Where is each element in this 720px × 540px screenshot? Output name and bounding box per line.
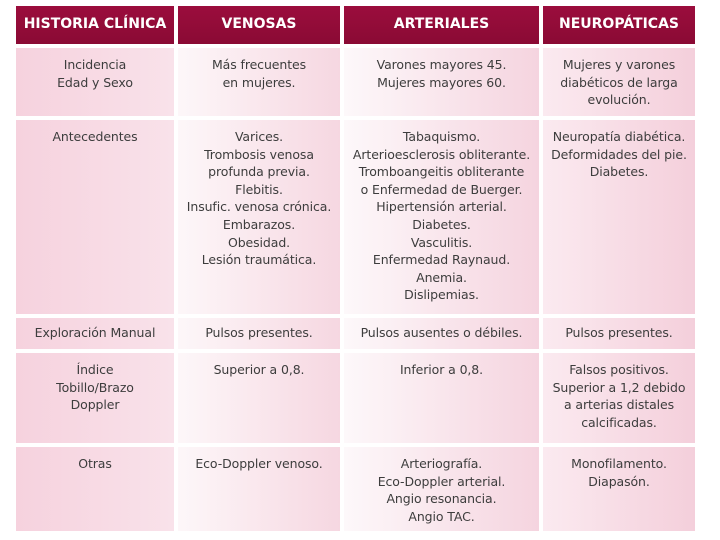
cell-exploracion-neuropaticas: [543, 318, 695, 349]
cell-line: Embarazos.: [222, 216, 296, 232]
cell-line: Pulsos ausentes o débiles.: [360, 325, 523, 340]
cell-line: Lesión traumática.: [201, 252, 317, 268]
cell-line: Índice: [76, 362, 114, 377]
cell-antecedentes-neuropaticas: [543, 120, 695, 314]
cell-otras-venosas: [178, 447, 340, 531]
cell-line: a arterias distales: [563, 397, 675, 413]
cell-line: calcificadas.: [581, 414, 657, 430]
header-historia-clinica: HISTORIA CLÍNICA: [16, 6, 174, 44]
cell-line: Varones mayores 45.: [376, 57, 507, 72]
row-label-otras: [16, 447, 174, 531]
cell-line: Exploración Manual: [34, 325, 156, 340]
cell-line: Trombosis venosa: [204, 146, 314, 162]
cell-line: diabéticos de larga: [560, 74, 678, 90]
cell-line: Edad y Sexo: [57, 74, 133, 90]
cell-line: Diapasón.: [588, 473, 650, 489]
cell-antecedentes-venosas: [178, 120, 340, 314]
cell-line: Obesidad.: [227, 234, 291, 250]
cell-line: Otras: [78, 456, 112, 471]
cell-line: Arteriografía.: [400, 456, 483, 471]
cell-indice-neuropaticas: [543, 353, 695, 443]
cell-line: Mujeres y varones: [562, 57, 676, 72]
header-arteriales: ARTERIALES: [344, 6, 539, 44]
cell-line: Superior a 1,2 debido: [552, 379, 686, 395]
cell-antecedentes-arteriales: [344, 120, 539, 314]
cell-line: Tromboangeitis obliterante: [358, 164, 525, 180]
cell-otras-neuropaticas: [543, 447, 695, 531]
cell-line: Mujeres mayores 60.: [377, 74, 506, 90]
cell-line: Más frecuentes: [212, 57, 306, 72]
cell-line: Incidencia: [63, 57, 127, 72]
cell-line: Pulsos presentes.: [205, 325, 313, 340]
cell-incidencia-arteriales: [344, 48, 539, 116]
clinical-history-table: [16, 6, 695, 523]
cell-line: Angio resonancia.: [386, 491, 497, 507]
row-label-incidencia: [16, 48, 174, 116]
cell-line: Doppler: [70, 397, 120, 413]
cell-line: Diabetes.: [589, 164, 649, 180]
cell-line: Insufic. venosa crónica.: [186, 199, 332, 215]
cell-line: Antecedentes: [52, 129, 138, 144]
cell-incidencia-neuropaticas: [543, 48, 695, 116]
cell-line: Hipertensión arterial.: [376, 199, 507, 215]
cell-line: Flebitis.: [235, 181, 283, 197]
row-label-indice-tobillo-brazo: [16, 353, 174, 443]
cell-line: Angio TAC.: [408, 508, 475, 524]
row-label-antecedentes: [16, 120, 174, 314]
header-venosas: VENOSAS: [178, 6, 340, 44]
cell-line: Tabaquismo.: [402, 129, 481, 144]
cell-line: Inferior a 0,8.: [399, 362, 484, 377]
cell-exploracion-arteriales: [344, 318, 539, 349]
cell-line: o Enfermedad de Buerger.: [360, 181, 523, 197]
cell-indice-venosas: [178, 353, 340, 443]
row-label-exploracion-manual: [16, 318, 174, 349]
cell-line: en mujeres.: [222, 74, 296, 90]
cell-line: Pulsos presentes.: [565, 325, 673, 340]
cell-line: evolución.: [587, 92, 651, 108]
cell-line: Neuropatía diabética.: [552, 129, 686, 144]
cell-line: profunda previa.: [208, 164, 310, 180]
cell-line: Diabetes.: [412, 216, 471, 232]
cell-exploracion-venosas: [178, 318, 340, 349]
cell-line: Anemia.: [416, 269, 467, 285]
cell-incidencia-venosas: [178, 48, 340, 116]
cell-line: Falsos positivos.: [569, 362, 669, 377]
cell-indice-arteriales: [344, 353, 539, 443]
cell-line: Superior a 0,8.: [213, 362, 305, 377]
cell-otras-arteriales: [344, 447, 539, 531]
cell-line: Varices.: [234, 129, 284, 144]
cell-line: Enfermedad Raynaud.: [372, 252, 511, 268]
cell-line: Dislipemias.: [404, 287, 479, 303]
header-neuropaticas: NEUROPÁTICAS: [543, 6, 695, 44]
cell-line: Vasculitis.: [410, 234, 473, 250]
cell-line: Monofilamento.: [571, 456, 667, 471]
cell-line: Arterioesclerosis obliterante.: [352, 146, 531, 162]
cell-line: Deformidades del pie.: [551, 146, 687, 162]
cell-line: Eco-Doppler arterial.: [377, 473, 506, 489]
cell-line: Eco-Doppler venoso.: [195, 456, 323, 471]
cell-line: Tobillo/Brazo: [56, 379, 134, 395]
